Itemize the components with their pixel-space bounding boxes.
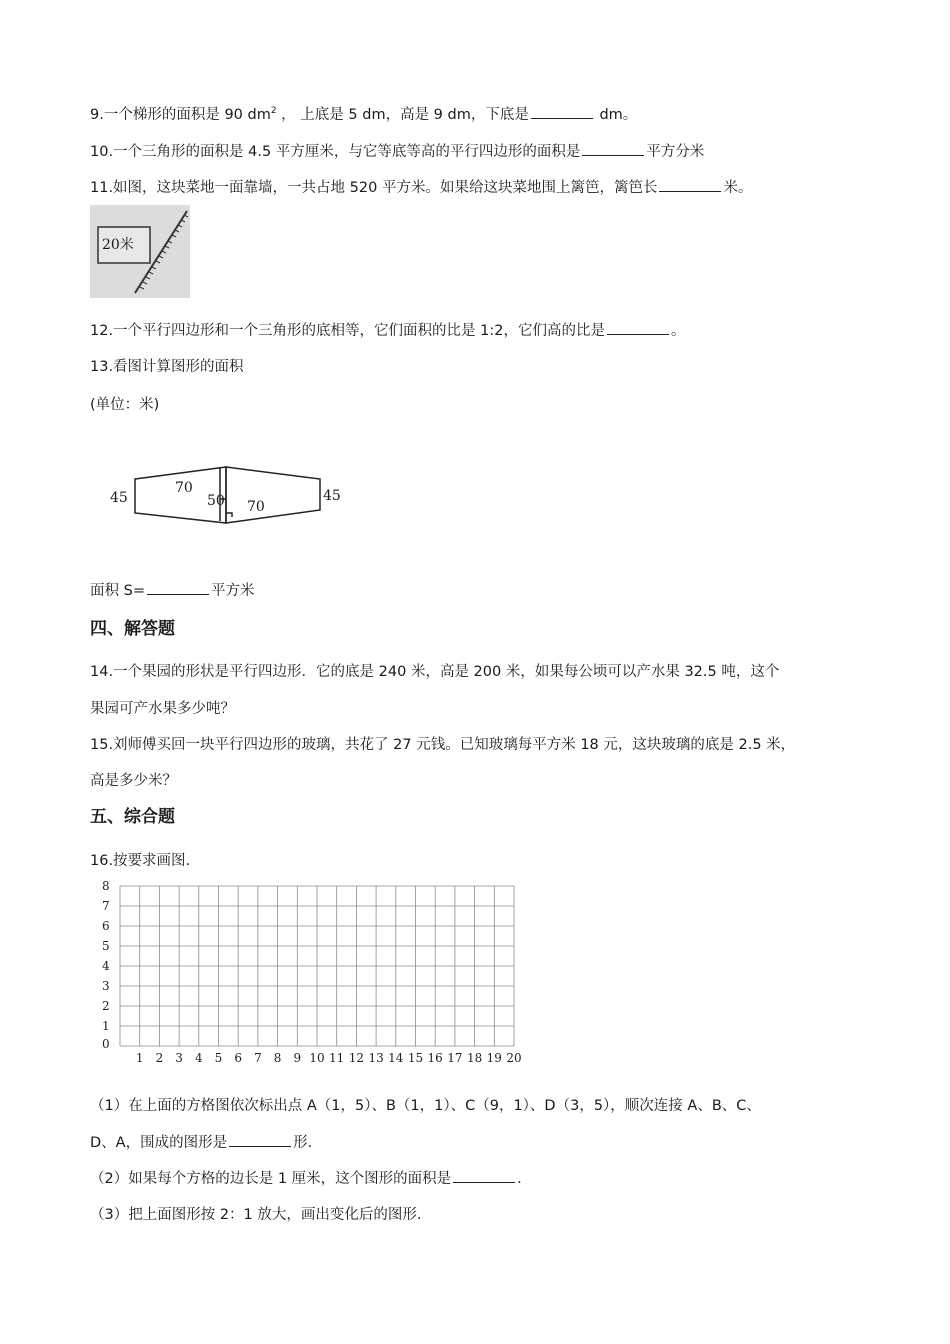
question-9 [90, 103, 637, 124]
x-tick-label: 5 [214, 1051, 223, 1064]
question-12 [90, 319, 686, 340]
q16-part-1-line-2 [90, 1131, 312, 1152]
section-4-heading: 四、解答题 [90, 619, 175, 639]
q16-part-3: （3）把上面图形按 2：1 放大，画出变化后的图形. [90, 1207, 422, 1223]
x-tick-label: 7 [254, 1051, 262, 1064]
left-side-label: 45 [110, 490, 128, 506]
composite-shape-diagram [100, 455, 360, 535]
q9-answer-blank[interactable] [531, 104, 593, 119]
q9-text-start: 9.一个梯形的面积是 90 dm [90, 107, 271, 123]
q11-answer-blank[interactable] [659, 177, 721, 192]
area-text-start: 面积 S= [90, 583, 145, 599]
x-tick-label: 14 [388, 1051, 404, 1064]
top-base-label: 70 [175, 480, 193, 496]
q9-superscript: 2 [270, 106, 277, 117]
y-tick-label: 8 [102, 880, 110, 893]
x-tick-label: 8 [273, 1051, 282, 1064]
right-angle-mark-2 [226, 513, 232, 517]
y-tick-label: 3 [102, 979, 110, 993]
vegetable-field-figure [90, 205, 190, 298]
question-15-line-1: 15.刘师傅买回一块平行四边形的玻璃，共花了 27 元钱。已知玻璃每平方米 18 元，这块玻璃的底是 2.5 米， [90, 737, 796, 753]
grid-lines [120, 886, 514, 1046]
q16-part-2 [90, 1167, 522, 1188]
bottom-base-label: 70 [247, 499, 265, 515]
q16-p1-text-start: D、A，围成的图形是 [90, 1135, 228, 1151]
y-tick-label: 0 [102, 1037, 110, 1051]
middle-height-label: 50 [207, 493, 225, 509]
y-tick-label: 2 [102, 999, 110, 1013]
q16-p1-answer-blank[interactable] [229, 1132, 291, 1147]
x-tick-label: 19 [486, 1051, 502, 1064]
x-tick-label: 11 [329, 1051, 345, 1064]
question-10 [90, 140, 704, 161]
question-14-line-2: 果园可产水果多少吨？ [90, 701, 235, 717]
x-tick-label: 16 [427, 1051, 443, 1064]
q12-answer-blank[interactable] [607, 320, 669, 335]
q12-text-start: 12.一个平行四边形和一个三角形的底相等，它们面积的比是 1:2，它们高的比是 [90, 323, 606, 339]
coordinate-grid [96, 880, 536, 1068]
q10-answer-blank[interactable] [582, 141, 644, 156]
question-13: 13.看图计算图形的面积 [90, 359, 244, 375]
area-answer [90, 579, 254, 600]
question-15-line-2: 高是多少米？ [90, 773, 177, 789]
x-tick-label: 17 [447, 1051, 463, 1064]
y-tick-label: 1 [102, 1019, 110, 1033]
x-tick-label: 13 [368, 1051, 384, 1064]
q12-text-end: 。 [671, 323, 686, 339]
x-tick-label: 6 [234, 1051, 243, 1064]
q16-p2-text-start: （2）如果每个方格的边长是 1 厘米，这个图形的面积是 [90, 1171, 452, 1187]
x-tick-label: 9 [293, 1051, 302, 1064]
y-tick-label: 6 [102, 919, 110, 933]
q9-text-mid: ， 上底是 5 dm，高是 9 dm，下底是 [276, 107, 529, 123]
right-side-label: 45 [323, 488, 341, 504]
x-tick-label: 20 [506, 1051, 522, 1064]
x-tick-label: 2 [155, 1051, 164, 1064]
field-side-label: 20米 [102, 237, 134, 253]
x-tick-label: 18 [466, 1051, 483, 1064]
question-11 [90, 176, 752, 197]
x-tick-label: 4 [194, 1051, 203, 1064]
x-tick-label: 3 [175, 1051, 183, 1064]
area-text-end: 平方米 [210, 583, 255, 599]
q9-text-end: dm。 [594, 107, 638, 123]
q13-unit: (单位：米) [90, 397, 160, 413]
q11-text-start: 11.如图，这块菜地一面靠墙，一共占地 520 平方米。如果给这块菜地围上篱笆，篱笆长 [90, 180, 658, 196]
x-tick-label: 15 [407, 1051, 424, 1064]
x-tick-label: 1 [135, 1051, 144, 1064]
x-tick-label: 10 [309, 1051, 325, 1064]
q10-text-end: 平方分米 [646, 144, 705, 160]
q16-part-1-line-1: （1）在上面的方格图依次标出点 A（1，5）、B（1，1）、C（9，1）、D（3，5），顺次连接 A、B、C、 [90, 1098, 761, 1114]
q16-p2-answer-blank[interactable] [453, 1168, 515, 1183]
section-5-heading: 五、综合题 [90, 807, 175, 827]
area-answer-blank[interactable] [147, 580, 209, 595]
question-16: 16.按要求画图. [90, 853, 191, 869]
x-tick-label: 12 [348, 1051, 365, 1064]
q16-p2-text-end: . [517, 1171, 522, 1187]
y-tick-label: 4 [102, 959, 110, 973]
q16-p1-text-end: 形. [293, 1135, 313, 1151]
right-trapezoid [226, 467, 320, 523]
q11-text-end: 米。 [723, 180, 753, 196]
y-tick-label: 7 [102, 899, 110, 913]
grid-svg[interactable] [96, 880, 536, 1064]
question-14-line-1: 14.一个果园的形状是平行四边形．它的底是 240 米，高是 200 米，如果每公顷可以产水果 32.5 吨，这个 [90, 664, 780, 680]
y-tick-label: 5 [102, 939, 110, 953]
grid-labels [102, 880, 522, 1064]
composite-shape-figure [100, 455, 360, 535]
q10-text-start: 10.一个三角形的面积是 4.5 平方厘米，与它等底等高的平行四边形的面积是 [90, 144, 581, 160]
